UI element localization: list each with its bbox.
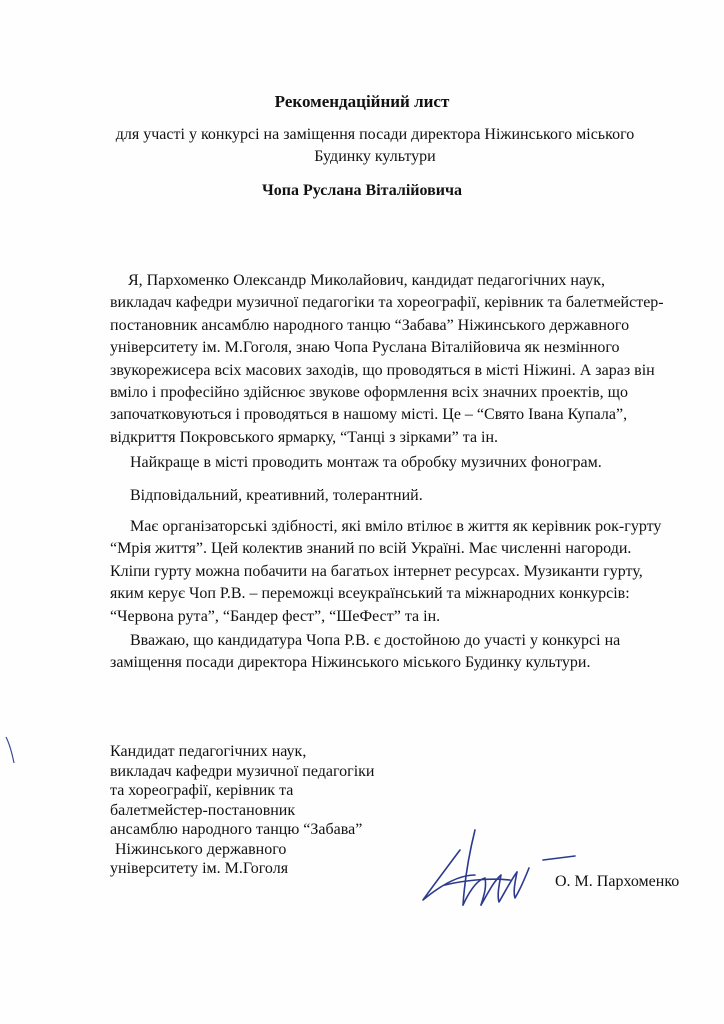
paragraph-text: Я, Пархоменко Олександр Миколайович, кандидат педагогічних наук, викладач кафедри музичної педагогіки та хореографії, керівник та балетмейстер-постановник ансамблю народного танцю “Забава” Ніжинського державного університету ім. М.Гоголя, знаю Чопа Руслана Віталійовича як незмінного звукорежисера всіх масових заходів, що проводяться в місті Ніжині. А зараз він вміло і професійно здійснює звукове оформлення всіх значних проектів, що започатковуються і проводяться в нашому місті. Це – “Свято Івана Купала”, відкриття Покровського ярмарку, “Танці з зірками” та ін. xyxy=(110,272,664,446)
credential-line: та хореографії, керівник та xyxy=(110,782,294,799)
credential-line: Ніжинського державного xyxy=(115,840,287,858)
credential-line: Кандидат педагогічних наук, xyxy=(110,743,307,760)
paragraph-text: Вважаю, що кандидатура Чопа Р.В. є достойною до участі у конкурсі на заміщення посади директора Ніжинського міського Будинку культури. xyxy=(110,632,621,672)
letter-subtitle xyxy=(95,124,655,168)
credential-line: викладач кафедри музичної педагогіки xyxy=(110,762,375,780)
credential-line: університету ім. М.Гоголя xyxy=(110,860,289,877)
paragraph-text: Має організаторські здібності, які вміло втілює в життя як керівник рок-гурту “Мрія життя”. Цей колектив знаний по всій Україні. Має численні нагороди. Кліпи гурту можна побачити на багатьох інтернет ресурсах. Музиканти гурту, яким керує Чоп Р.В. – переможці всеукраїнський та міжнародних конкурсів: “Червона рута”, “Бандер фест”, “ШеФест” та ін. xyxy=(110,518,662,625)
paragraph-text: Найкраще в місті проводить монтаж та обробку музичних фонограм. xyxy=(130,454,602,471)
subtitle-line-1: для участі у конкурсі на заміщення посади директора Ніжинського міського xyxy=(115,126,635,143)
margin-mark xyxy=(2,735,22,765)
subtitle-line-2: Будинку культури xyxy=(314,148,436,165)
paragraph-intro xyxy=(110,270,665,449)
signer-credentials xyxy=(110,742,410,879)
paragraph-conclusion xyxy=(110,630,665,675)
letter-title: Рекомендаційний лист xyxy=(274,92,450,111)
handwritten-signature xyxy=(415,820,585,915)
signer-name: О. М. Пархоменко xyxy=(555,873,680,890)
paragraph-text: Відповідальний, креативний, толерантний. xyxy=(130,487,423,504)
candidate-name: Чопа Руслана Віталійовича xyxy=(262,182,462,199)
credential-line: ансамблю народного танцю “Забава” xyxy=(110,821,363,838)
paragraph-qualities xyxy=(110,485,665,507)
credential-line: балетмейстер-постановник xyxy=(110,801,296,819)
paragraph-skills xyxy=(110,452,665,474)
paragraph-band xyxy=(110,516,665,628)
